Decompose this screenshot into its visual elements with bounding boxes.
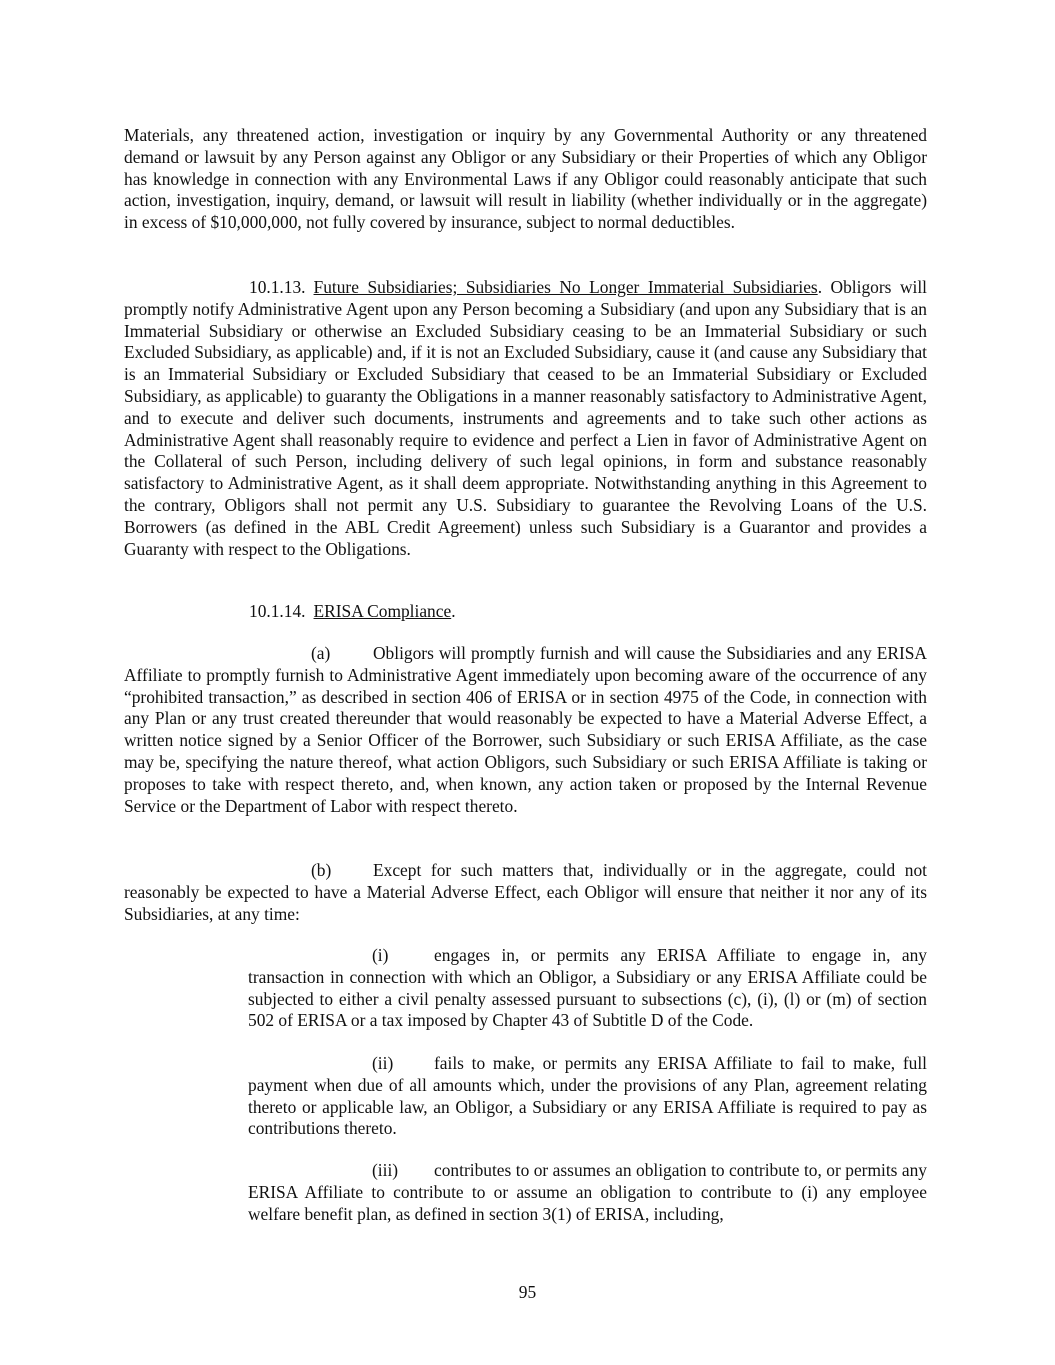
subclause-iii — [248, 1160, 927, 1225]
section-body: . Obligors will promptly notify Administrative Agent upon any Person becoming a Subsidiary (and upon any Subsidiary that is an Immaterial Subsidiary or otherwise an Excluded Subsidiary ceasing to be an Immaterial Subsidiary or such Excluded Subsidiary, as applicable) and, if it is not an Excluded Subsidiary, cause it (and cause any Subsidiary that is an Immaterial Subsidiary or Excluded Subsidiary that ceased to be an Immaterial Subsidiary or Excluded Subsidiary, as applicable) to guaranty the Obligations in a manner reasonably satisfactory to Administrative Agent, and to execute and deliver such documents, instruments and agreements and to take such other actions as Administrative Agent shall reasonably require to evidence and perfect a Lien in favor of Administrative Agent on the Collateral of such Person, including delivery of such legal opinions, in form and substance reasonably satisfactory to Administrative Agent, as it shall deem appropriate. Notwithstanding anything in this Agreement to the contrary, Obligors shall not permit any U.S. Subsidiary to guarantee the Revolving Loans of the U.S. Borrowers (as defined in the ABL Credit Agreement) unless such Subsidiary is a Guarantor and provides a Guaranty with respect to the Obligations. — [124, 277, 927, 559]
paragraph-environmental-continuation: Materials, any threatened action, investigation or inquiry by any Governmental Authority or any threatened demand or lawsuit by any Person against any Obligor or any Subsidiary or their Properties of which any Obligor has knowledge in connection with any Environmental Laws if any Obligor could reasonably anticipate that such action, investigation, inquiry, demand, or lawsuit will result in liability (whether individually or in the aggregate) in excess of $10,000,000, not fully covered by insurance, subject to normal deductibles. — [124, 125, 927, 233]
subclause-label: (iii) — [372, 1160, 399, 1180]
clause-text: Except for such matters that, individually or in the aggregate, could not reasonably be expected to have a Material Adverse Effect, each Obligor will ensure that neither it nor any of its Subsidiaries, at any time: — [124, 860, 927, 924]
page-number: 95 — [518, 1282, 537, 1302]
subclause-text: engages in, or permits any ERISA Affiliate to engage in, any transaction in connection with which an Obligor, a Subsidiary or any ERISA Affiliate could be subjected to either a civil penalty assessed pursuant to subsections (c), (i), (l) or (m) of section 502 of ERISA or a tax imposed by Chapter 43 of Subtitle D of the Code. — [248, 945, 927, 1031]
section-title: Future Subsidiaries; Subsidiaries No Longer Immaterial Subsidiaries — [313, 277, 818, 297]
section-number: 10.1.14. — [249, 601, 306, 621]
section-number: 10.1.13. — [249, 277, 306, 297]
subclause-i — [248, 945, 927, 1032]
subclause-ii — [248, 1053, 927, 1140]
subclause-label: (i) — [372, 945, 389, 965]
section-title: ERISA Compliance — [313, 601, 452, 621]
section-10-1-14-heading — [124, 601, 927, 623]
clause-text: Obligors will promptly furnish and will cause the Subsidiaries and any ERISA Affiliate to promptly furnish to Administrative Agent immediately upon becoming aware of the occurrence of any “prohibited transaction,” as described in section 406 of ERISA or in section 4975 of the Code, in connection with any Plan or any trust created thereunder that would reasonably be expected to have a Material Adverse Effect, a written notice signed by a Senior Officer of the Borrower, such Subsidiary or such ERISA Affiliate, as the case may be, specifying the nature thereof, what action Obligors, such Subsidiary or such ERISA Affiliate is taking or proposes to take with respect thereto, and, when known, any action taken or proposed by the Internal Revenue Service or the Department of Labor with respect thereto. — [124, 643, 927, 816]
subclause-text: contributes to or assumes an obligation to contribute to, or permits any ERISA Affiliate to contribute to or assume an obligation to contribute to (i) any employee welfare benefit plan, as defined in section 3(1) of ERISA, including, — [248, 1160, 927, 1224]
subclause-label: (ii) — [372, 1053, 394, 1073]
clause-label: (a) — [311, 643, 331, 663]
clause-label: (b) — [311, 860, 332, 880]
section-10-1-13 — [124, 277, 927, 560]
section-title-period: . — [451, 601, 456, 621]
clause-b — [124, 860, 927, 925]
clause-a — [124, 643, 927, 817]
subclause-text: fails to make, or permits any ERISA Affiliate to fail to make, full payment when due of all amounts which, under the provisions of any Plan, agreement relating thereto or applicable law, an Obligor, a Subsidiary or any ERISA Affiliate is required to pay as contributions thereto. — [248, 1053, 927, 1139]
